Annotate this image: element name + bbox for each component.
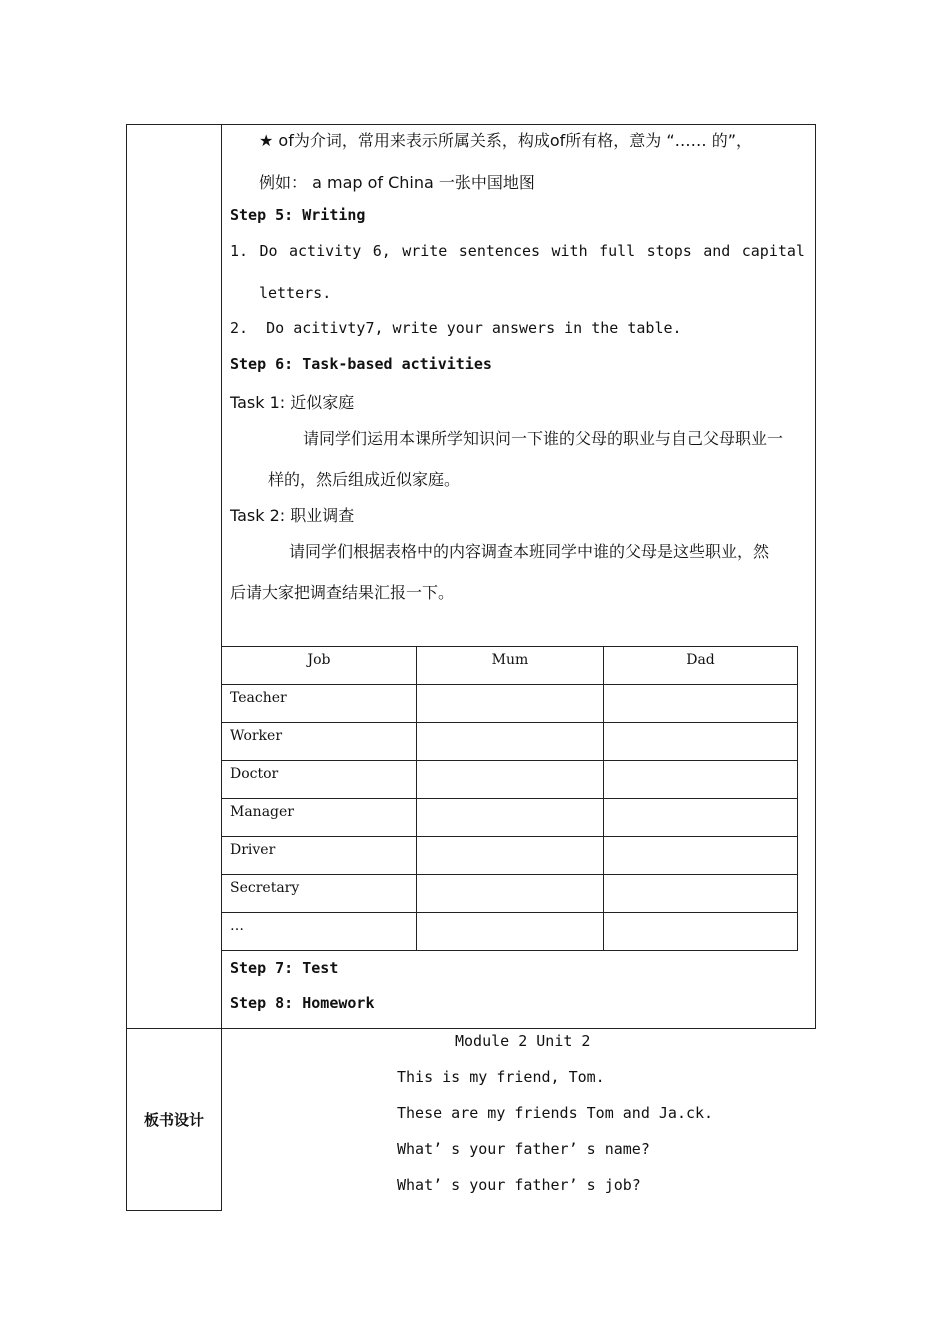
- dad-cell: [604, 685, 798, 723]
- step5-item2: 2. Do acitivty7, write your answers in the table.: [230, 319, 682, 337]
- table-header-row: [222, 647, 798, 685]
- job-cell: Manager: [222, 799, 417, 837]
- table-row: [222, 837, 798, 875]
- header-job: Job: [222, 647, 417, 685]
- job-cell: …: [222, 913, 417, 951]
- job-cell: Teacher: [222, 685, 417, 723]
- header-mum: Mum: [417, 647, 604, 685]
- task2-title: Task 2: 职业调查: [230, 506, 355, 525]
- step5-item1-line1: 1. Do activity 6, write sentences with full stops and capital: [230, 242, 805, 260]
- board-line-1: This is my friend, Tom.: [397, 1068, 605, 1086]
- dad-cell: [604, 913, 798, 951]
- task2-line2: 后请大家把调查结果汇报一下。: [230, 583, 455, 602]
- header-dad: Dad: [604, 647, 798, 685]
- task1-line2: 样的，然后组成近似家庭。: [268, 470, 461, 489]
- task1-title: Task 1: 近似家庭: [230, 393, 355, 412]
- mum-cell: [417, 799, 604, 837]
- job-cell: Doctor: [222, 761, 417, 799]
- table-row: [222, 761, 798, 799]
- job-cell: Worker: [222, 723, 417, 761]
- mum-cell: [417, 723, 604, 761]
- board-design-label: 板书设计: [143, 1110, 204, 1129]
- board-title: Module 2 Unit 2: [455, 1032, 591, 1050]
- table-border-right: [815, 124, 816, 1029]
- dad-cell: [604, 875, 798, 913]
- mum-cell: [417, 837, 604, 875]
- step6-title: Step 6: Task-based activities: [230, 355, 492, 373]
- job-cell: Driver: [222, 837, 417, 875]
- mum-cell: [417, 761, 604, 799]
- job-survey-table: [221, 646, 798, 951]
- task1-line1: 请同学们运用本课所学知识问一下谁的父母的职业与自己父母职业一: [303, 429, 784, 448]
- step7-title: Step 7: Test: [230, 959, 339, 977]
- board-line-2: These are my friends Tom and Ja.ck.: [397, 1104, 714, 1122]
- table-row: [222, 875, 798, 913]
- board-line-4: What’ s your father’ s job?: [397, 1176, 641, 1194]
- step8-title: Step 8: Homework: [230, 994, 375, 1012]
- mum-cell: [417, 685, 604, 723]
- table-border-bottom: [126, 1210, 222, 1211]
- table-row: [222, 685, 798, 723]
- dad-cell: [604, 837, 798, 875]
- of-note-line2: 例如： a map of China 一张中国地图: [259, 173, 535, 192]
- table-row-divider: [126, 1028, 816, 1029]
- mum-cell: [417, 875, 604, 913]
- table-row: [222, 913, 798, 951]
- dad-cell: [604, 761, 798, 799]
- board-line-3: What’ s your father’ s name?: [397, 1140, 650, 1158]
- mum-cell: [417, 913, 604, 951]
- of-note-line1: ★ of为介词，常用来表示所属关系，构成of所有格，意为 “…… 的”，: [259, 131, 753, 150]
- step5-title: Step 5: Writing: [230, 206, 366, 224]
- table-row: [222, 799, 798, 837]
- dad-cell: [604, 723, 798, 761]
- dad-cell: [604, 799, 798, 837]
- job-cell: Secretary: [222, 875, 417, 913]
- table-row: [222, 723, 798, 761]
- step5-item1-line2: letters.: [259, 284, 332, 302]
- table-border-top: [126, 124, 816, 125]
- task2-line1: 请同学们根据表格中的内容调查本班同学中谁的父母是这些职业，然: [289, 542, 770, 561]
